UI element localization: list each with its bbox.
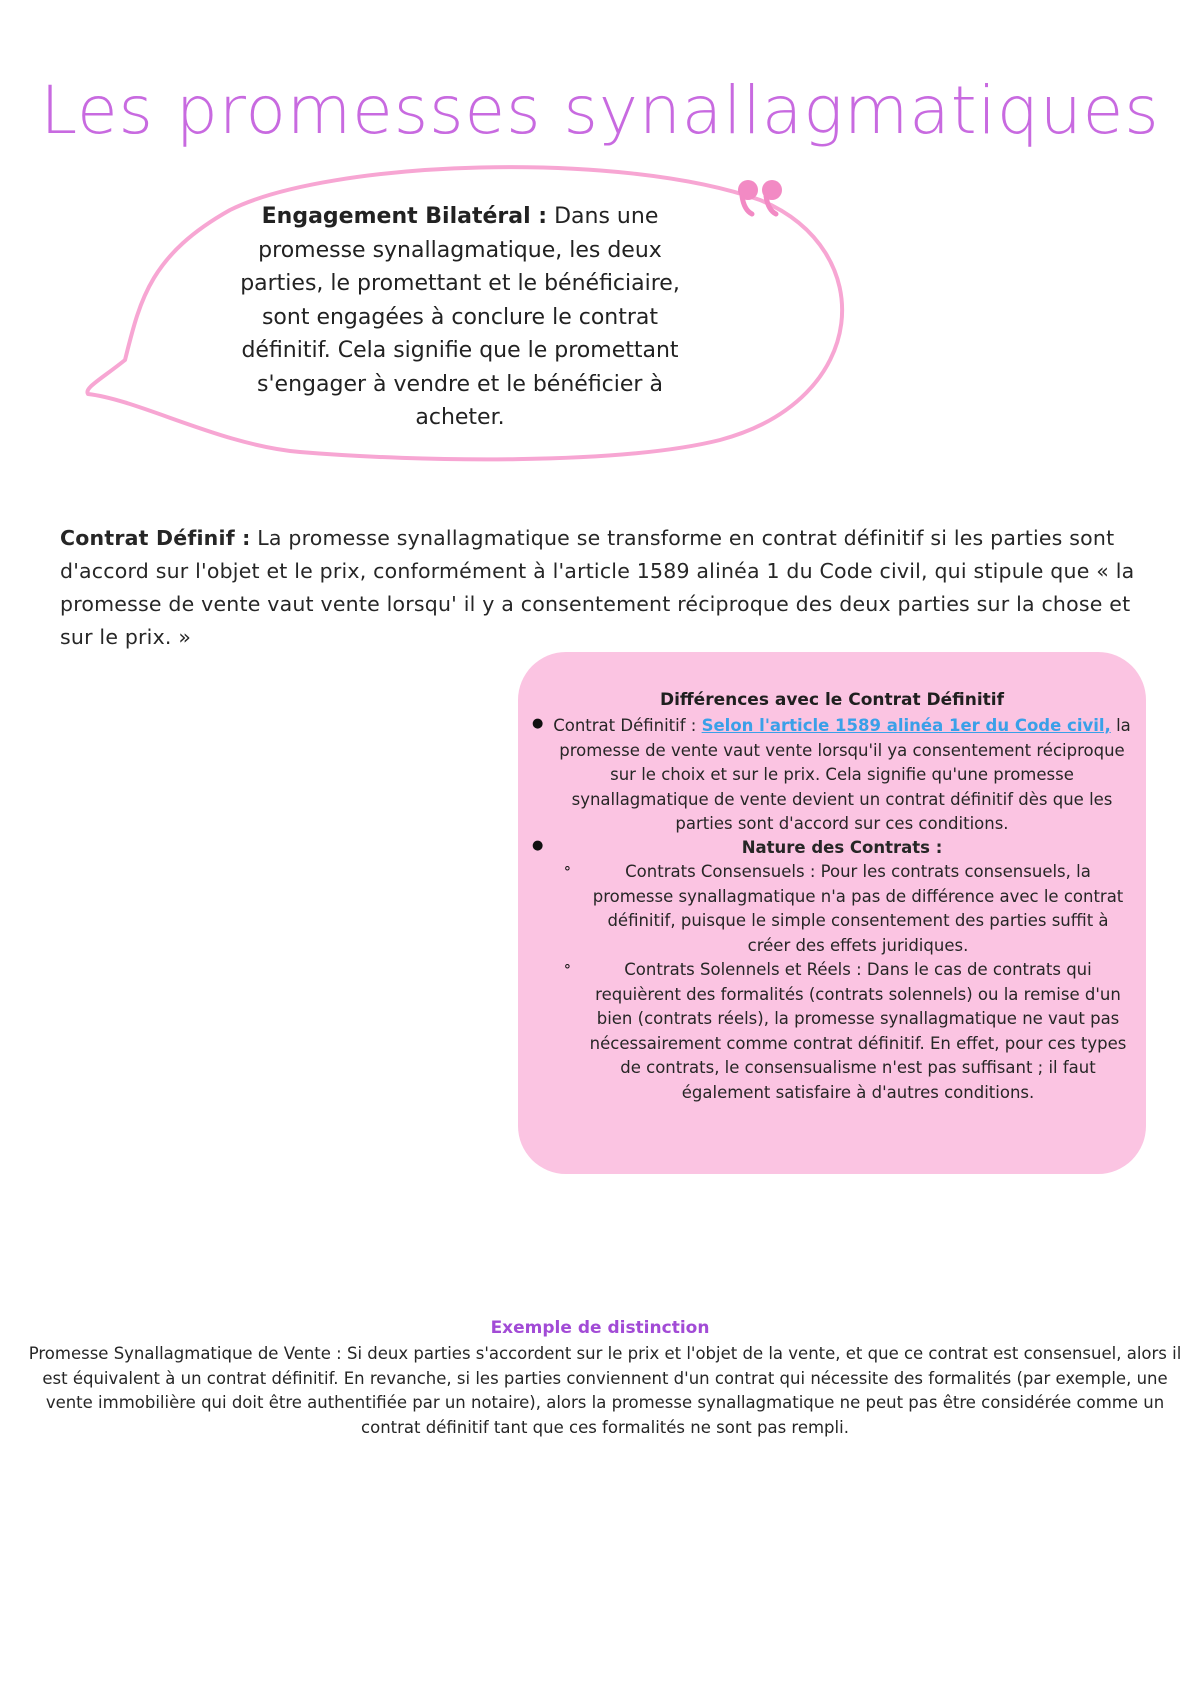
list-item-contrat-definitif <box>552 714 1132 837</box>
sub-bullet-icon: ⚬ <box>562 862 573 877</box>
item1-text: la promesse de vente vaut vente lorsqu'il ya consentement réciproque sur le choix et sur le prix. Cela signifie qu'une promesse synallagmatique de vente devient un contrat définitif dès que les parties sont d'accord sur ces conditions. <box>559 716 1131 833</box>
example-body: Promesse Synallagmatique de Vente : Si deux parties s'accordent sur le prix et l'objet de la vente, et que ce contrat est consensuel, alors il est équivalent à un contrat définitif. En revanche, si les parties conviennent d'un contrat qui nécessite des formalités (par exemple, une vente immobilière qui doit être authentifiée par un notaire), alors la promesse synallagmatique ne peut pas être considérée comme un contrat définitif tant que ces formalités ne sont pas rempli. <box>28 1344 1182 1437</box>
bullet-icon: ● <box>532 716 544 731</box>
bullet-icon: ● <box>532 838 544 853</box>
differences-title: Différences avec le Contrat Définitif <box>659 690 1005 710</box>
sub-bullet-icon: ⚬ <box>562 960 573 975</box>
quote-icon <box>738 180 782 214</box>
contrat-paragraph <box>60 522 1150 654</box>
list-item-nature-label: Nature des Contrats : <box>741 838 943 857</box>
page-title: Les promesses synallagmatiques <box>40 72 1160 149</box>
bubble-label: Engagement Bilatéral : <box>261 204 548 229</box>
differences-box <box>518 652 1146 1174</box>
contrat-label: Contrat Définif : <box>60 526 251 550</box>
article-link[interactable]: Selon l'article 1589 alinéa 1er du Code civil, <box>701 716 1111 735</box>
bubble-body: Dans une promesse synallagmatique, les deux parties, le promettant et le bénéficiaire, sont engagées à conclure le contrat définitif. Cela signifie que le promettant s'engager à vendre et le bénéficier à acheter. <box>240 204 680 430</box>
example-title: Exemple de distinction <box>490 1318 710 1338</box>
list-item-consensuels: Contrats Consensuels : Pour les contrats consensuels, la promesse synallagmatique n'a pas de différence avec le contrat définitif, puisque le simple consentement des parties suffit à créer des effets juridiques. <box>592 862 1124 955</box>
list-item-solennels: Contrats Solennels et Réels : Dans le cas de contrats qui requièrent des formalités (contrats solennels) ou la remise d'un bien (contrats réels), la promesse synallagmatique ne vaut pas nécessairement comme contrat définitif. En effet, pour ces types de contrats, le consensualisme n'est pas suffisant ; il faut également satisfaire à d'autres conditions. <box>589 960 1127 1102</box>
bubble-text <box>220 200 700 435</box>
contrat-body: La promesse synallagmatique se transforme en contrat définitif si les parties sont d'accord sur l'objet et le prix, conformément à l'article 1589 alinéa 1 du Code civil, qui stipule que « la promesse de vente vaut vente lorsqu' il y a consentement réciproque des deux parties sur la chose et sur le prix. » <box>60 526 1135 649</box>
item1-prefix: Contrat Définitif : <box>553 716 697 735</box>
